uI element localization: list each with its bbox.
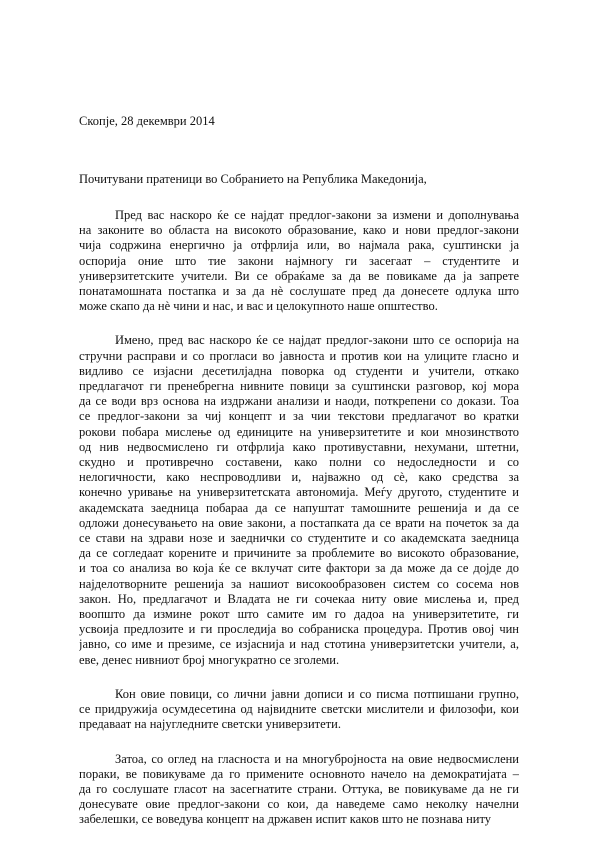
paragraph-line: се придружија осумдесетина од највидните светски мислители и филозофи, кои [79,702,519,717]
paragraph-line: видливо се изјасни десетилјадна поворка од студенти и учители, откако [79,363,519,378]
paragraph-line: универзитетските учители. Ви се обраќаме за да ве повикаме да ја запрете [79,268,519,283]
paragraph-line: оспорија оние што тие закони најмногу ги засегаат – студентите и [79,253,519,268]
paragraph-line: донесувате овие предлог-закони со кои, да наведеме само неколку начелни [79,797,519,812]
paragraph-line: скудно и противречно составени, како полни со недоследности и со [79,455,519,470]
letter-date: Скопје, 28 декември 2014 [79,114,215,128]
paragraph-line: да се води врз основа на издржани анализи и наоди, поткрепени со докази. Тоа [79,394,519,409]
paragraph-line: да го сослушате гласот на засегнатите страни. Оттука, ве повикуваме да не ги [79,781,519,796]
paragraph-line: академската заедница побараа да се напуштат тамошните решенија и да се [79,500,519,515]
letter-paragraph [79,333,519,667]
letter-paragraph [79,752,519,828]
paragraph-line: да се согледаат корените и причините за проблемите во високото образование, [79,546,519,561]
paragraph-line: Имено, пред вас наскоро ќе се најдат предлог-закони што се оспорија на [115,333,519,348]
paragraph-line: закон. Но, предлагачот и Владата не ги сочекаа ниту овие мислења и, пред [79,591,519,606]
paragraph-line: може скапо да нè чини и нас, и вас и целокупното наше општество. [79,299,438,314]
paragraph-line: и тоа со анализа во која ќе се вклучат сите фактори за да може да се дојде до [79,561,519,576]
paragraph-line: еве, денес нивниот број многукратно се зголеми. [79,652,340,667]
paragraph-line: Затоа, со оглед на гласноста и на многубројноста на овие недвосмислени [115,751,519,766]
paragraph-line: јавно, со име и презиме, се изјаснија и над стотина универзитетски учители, а, [79,637,519,652]
paragraph-line: предаваат на најугледните светски универзитети. [79,717,341,732]
paragraph-line: понатамошната постапка и за да нè сослушате пред да донесете одлука што [79,284,519,299]
paragraph-line: воопшто да измине рокот што самите им го дадоа на универзитетите, ги [79,607,519,622]
paragraph-line: Пред вас наскоро ќе се најдат предлог-закони за измени и дополнувања [115,208,519,222]
paragraph-line: предлагачот ги пренебрегна нивните повици за суштински разговор, кој мора [79,379,519,394]
letter-salutation: Почитувани пратеници во Собранието на Република Македонија, [79,172,427,186]
letter-paragraph [79,687,519,733]
paragraph-line: забелешки, се воведува концепт на државен испит каков што не познава ниту [79,812,492,827]
paragraph-line: усвоија предлозите и ги проследија во собраниска процедура. Против овој чин [79,622,519,637]
paragraph-line: најделотворните решенија за нашиот високообразовен систем со сосема нов [79,576,519,591]
letter-paragraph [79,208,519,314]
paragraph-line: нелогичности, како неспроводливи и, најважно од сè, како средства за [79,470,519,485]
paragraph-line: се стави на здрави нозе и заеднички со студентите и со академската заедница [79,531,519,546]
paragraph-line: се предлог-закони за чиј концепт и за чии текстови предлагачот во кратки [79,409,519,424]
paragraph-line: рокови побара мислење од единиците на универзитетите и кои мнозинството [79,424,519,439]
paragraph-line: чија содржина енергично ја отфрлија или, во најмала рака, суштински ја [79,238,519,253]
paragraph-line: на законите во областа на високото образование, како и нови предлог-закони [79,223,519,238]
paragraph-line: одложи донесувањето на овие закони, а постапката да се врати на почеток за да [79,515,519,530]
paragraph-line: пораки, ве повикуваме да го примените основното начело на демократијата – [79,766,519,781]
paragraph-line: Кон овие повици, со лични јавни дописи и со писма потпишани групно, [115,686,519,701]
letter-body [79,208,519,847]
paragraph-line: од нив недвосмислено ги отфрлија како противуставни, нехумани, штетни, [79,439,519,454]
paragraph-line: стручни расправи и со прогласи во јавноста и против кои на улиците гласно и [79,348,519,363]
paragraph-line: конечно уривање на универзитетската автономија. Меѓу другото, студентите и [79,485,519,500]
